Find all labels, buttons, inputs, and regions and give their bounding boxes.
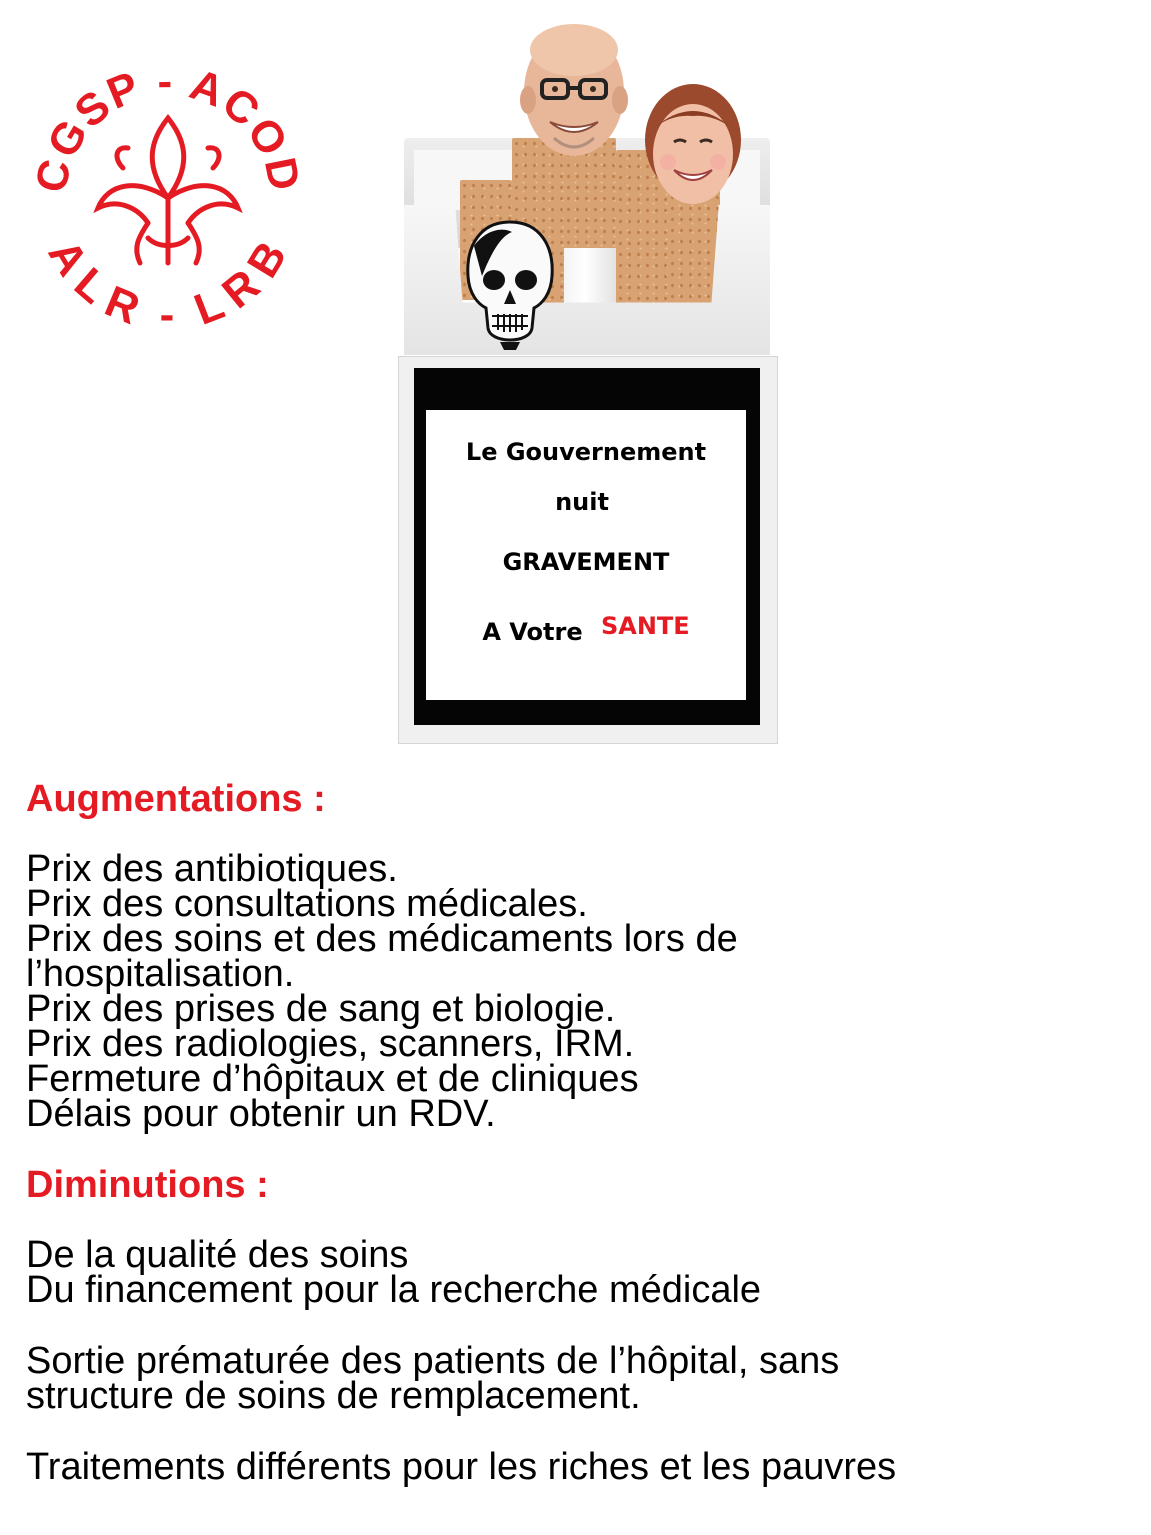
list-item: Sortie prématurée des patients de l’hôpital, sans [26, 1340, 840, 1382]
decreases-list [26, 1234, 1146, 1311]
man-face [514, 20, 634, 170]
content-text [26, 778, 1146, 1488]
list-item: structure de soins de remplacement. [26, 1375, 641, 1417]
warning-line-3: GRAVEMENT [502, 548, 670, 576]
list-item: l’hospitalisation. [26, 953, 295, 995]
logo-bottom-text: ALR - LRB [38, 231, 298, 328]
list-item: Fermeture d’hôpitaux et de cliniques [26, 1058, 639, 1100]
list-item: Prix des prises de sang et biologie. [26, 988, 616, 1030]
list-item: Prix des soins et des médicaments lors de [26, 918, 738, 960]
discharge-paragraph [26, 1340, 1146, 1417]
woman-face [642, 80, 744, 210]
list-item: De la qualité des soins [26, 1234, 409, 1276]
increases-heading: Augmentations : [26, 778, 326, 820]
logo-top-text: CGSP - ACOD [28, 56, 308, 197]
warning-line-2: nuit [555, 488, 609, 516]
list-item: Prix des radiologies, scanners, IRM. [26, 1023, 635, 1065]
decreases-heading: Diminutions : [26, 1164, 269, 1206]
warning-line-1: Le Gouvernement [465, 438, 707, 466]
warning-line-4 [426, 612, 746, 646]
list-item: Prix des antibiotiques. [26, 848, 398, 890]
list-item: Prix des consultations médicales. [26, 883, 588, 925]
cigarette-pack [398, 20, 778, 742]
warning-a-votre: A Votre [482, 618, 583, 646]
list-item: Traitements différents pour les riches et les pauvres [26, 1446, 897, 1488]
warning-sante: SANTE [600, 612, 690, 640]
iris-emblem [98, 118, 238, 263]
treatment-paragraph [26, 1446, 1146, 1488]
increases-list [26, 848, 1146, 1135]
skull-icon [460, 216, 560, 356]
union-logo [28, 48, 308, 328]
list-item: Du financement pour la recherche médicale [26, 1269, 762, 1311]
list-item: Délais pour obtenir un RDV. [26, 1093, 496, 1135]
health-warning [426, 410, 746, 700]
